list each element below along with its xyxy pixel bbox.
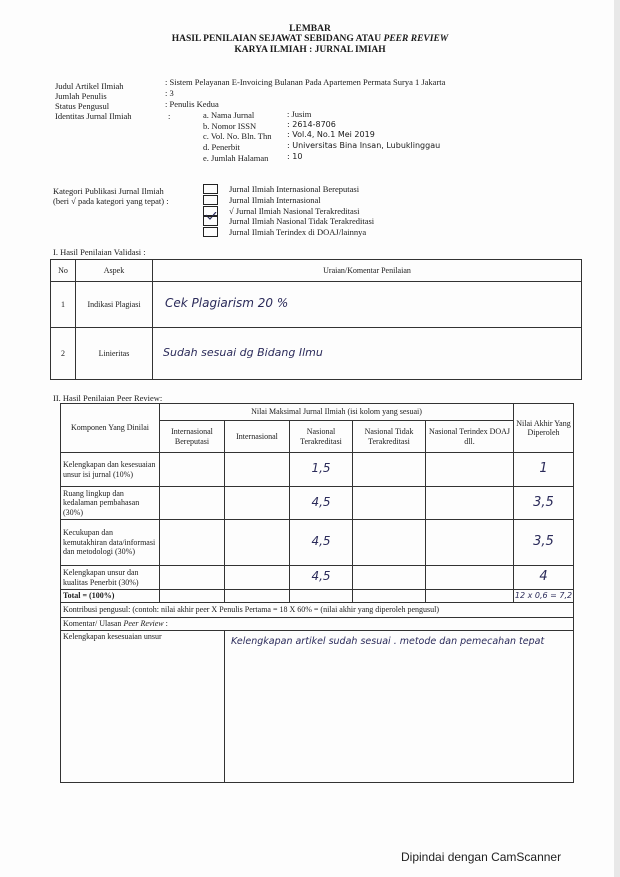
kategori-option: Jurnal Ilmiah Nasional Tidak Terakreditasi: [229, 216, 375, 226]
sub-col: Internasional: [225, 421, 290, 453]
status-label: Status Pengusul: [55, 101, 110, 111]
row-aspek: Indikasi Plagiasi: [76, 282, 153, 328]
field-value: : 2614-8706: [287, 120, 336, 129]
identitas-colon: :: [168, 111, 171, 121]
row-akhir: [514, 487, 574, 520]
row-maks: [290, 566, 353, 590]
row-komentar: [153, 328, 582, 380]
kategori-checkbox-checked[interactable]: [203, 206, 218, 216]
sub-col: Nasional Terindex DOAJ dll.: [426, 421, 514, 453]
table-row: [61, 566, 574, 590]
col-nilai-akhir: Nilai Akhir Yang Diperoleh: [514, 404, 574, 453]
handwritten-akhir: 4: [539, 569, 548, 585]
sub-col: Nasional Terakreditasi: [290, 421, 353, 453]
field-label: a. Nama Jurnal: [203, 110, 255, 120]
handwritten-komentar: Cek Plagiarism 20 %: [165, 296, 289, 311]
jumlah-value: : 3: [165, 88, 174, 98]
kategori-option: Jurnal Ilmiah Internasional: [229, 195, 321, 205]
header-subtitle: KARYA ILMIAH : JURNAL IMIAH: [234, 45, 386, 55]
handwritten-total: 12 x 0,6 = 7,2: [514, 591, 573, 601]
handwritten-maks: 4,5: [311, 569, 331, 584]
komentar-heading: [61, 618, 574, 631]
row-maks: [290, 487, 353, 520]
komentar-isi: [225, 630, 574, 782]
total-row: [61, 590, 574, 603]
kategori-hint: (beri √ pada kategori yang tepat) :: [53, 196, 169, 206]
jumlah-label: Jumlah Penulis: [55, 91, 107, 101]
header-title-text: HASIL PENILAIAN SEJAWAT SEBIDANG ATAU: [171, 34, 384, 44]
validasi-title: I. Hasil Penilaian Validasi :: [53, 247, 146, 257]
field-label: c. Vol. No. Bln. Thn: [203, 131, 272, 141]
handwritten-maks: 4,5: [311, 494, 331, 509]
handwritten-komentar-review: Kelengkapan artikel sudah sesuai . metode dan pemecahan tepat: [231, 635, 545, 647]
komentar-heading-peer: Peer Review: [123, 619, 164, 628]
row-akhir: [514, 520, 574, 566]
komentar-aspek: Kelengkapan kesesuaian unsur: [61, 630, 225, 782]
col-aspek: Aspek: [76, 260, 153, 282]
judul-label: Judul Artikel Ilmiah: [55, 81, 124, 91]
table-row: [61, 453, 574, 487]
table-row: [61, 487, 574, 520]
kategori-option: √ Jurnal Ilmiah Nasional Terakreditasi: [229, 206, 360, 216]
kategori-checkbox[interactable]: [203, 184, 218, 194]
table-row: [51, 328, 582, 380]
identitas-label: Identitas Jurnal Ilmiah: [55, 111, 132, 121]
kategori-option: Jurnal Ilmiah Internasional Bereputasi: [229, 184, 360, 194]
handwritten-maks: 1,5: [311, 461, 331, 476]
col-nilai-maks: Nilai Maksimal Jurnal Ilmiah (isi kolom yang sesuai): [160, 404, 514, 421]
field-label: b. Nomor ISSN: [203, 121, 257, 131]
scan-edge: [614, 0, 620, 877]
row-akhir: [514, 566, 574, 590]
header-title: [0, 34, 620, 45]
kategori-checkbox[interactable]: [203, 227, 218, 237]
kontribusi-text: Kontribusi pengusul: (contoh: nilai akhir peer X Penulis Pertama = 18 X 60% = (nilai akhir yang diperoleh pengusul): [61, 603, 574, 618]
komentar-heading-text: Komentar/ Ulasan: [63, 619, 124, 628]
header-title-peer: PEER REVIEW: [383, 34, 449, 44]
handwritten-akhir: 3,5: [533, 534, 554, 550]
review-table: [60, 403, 574, 783]
kategori-label: Kategori Publikasi Jurnal Ilmiah: [53, 186, 164, 196]
col-komponen: Komponen Yang Dinilai: [61, 404, 160, 453]
review-title: II. Hasil Penilaian Peer Review:: [53, 393, 163, 403]
col-no: No: [51, 260, 76, 282]
row-no: 2: [51, 328, 76, 380]
field-label: e. Jumlah Halaman: [203, 153, 269, 163]
table-row: [61, 520, 574, 566]
col-uraian: Uraian/Komentar Penilaian: [153, 260, 582, 282]
kategori-option: Jurnal Ilmiah Terindex di DOAJ/lainnya: [229, 227, 367, 237]
field-value: : Universitas Bina Insan, Lubuklinggau: [287, 141, 441, 150]
total-value: [514, 590, 574, 603]
kategori-checkbox[interactable]: [203, 195, 218, 205]
row-komponen: Kecukupan dan kemutakhiran data/informasi dan metodologi (30%): [61, 520, 160, 566]
komentar-heading-colon: :: [163, 619, 168, 628]
row-no: 1: [51, 282, 76, 328]
row-maks: [290, 520, 353, 566]
handwritten-komentar: Sudah sesuai dg Bidang Ilmu: [163, 346, 323, 360]
header-lembar: LEMBAR: [289, 24, 331, 34]
sub-col: Internasional Bereputasi: [160, 421, 225, 453]
field-label: d. Penerbit: [203, 142, 240, 152]
row-komponen: Kelengkapan dan kesesuaian unsur isi jurnal (10%): [61, 453, 160, 487]
judul-value: : Sistem Pelayanan E-Invoicing Bulanan Pada Apartemen Permata Surya 1 Jakarta: [165, 77, 446, 87]
field-value: : Vol.4, No.1 Mei 2019: [287, 130, 375, 139]
sub-col: Nasional Tidak Terakreditasi: [353, 421, 426, 453]
scanner-watermark: Dipindai dengan CamScanner: [401, 850, 562, 864]
validasi-table: [50, 259, 582, 380]
row-akhir: [514, 453, 574, 487]
field-value: : 10: [287, 152, 303, 161]
handwritten-akhir: 1: [539, 461, 548, 477]
row-komentar: [153, 282, 582, 328]
row-komponen: Ruang lingkup dan kedalaman pembahasan (30%): [61, 487, 160, 520]
handwritten-akhir: 3,5: [533, 494, 554, 510]
kategori-checkbox[interactable]: [203, 216, 218, 226]
row-komponen: Kelengkapan unsur dan kualitas Penerbit (30%): [61, 566, 160, 590]
handwritten-maks: 4,5: [311, 534, 331, 549]
table-row: [51, 282, 582, 328]
field-value: : Jusim: [287, 109, 312, 119]
row-aspek: Linieritas: [76, 328, 153, 380]
row-maks: [290, 453, 353, 487]
status-value: : Penulis Kedua: [165, 99, 219, 109]
total-label: Total = (100%): [61, 590, 160, 603]
